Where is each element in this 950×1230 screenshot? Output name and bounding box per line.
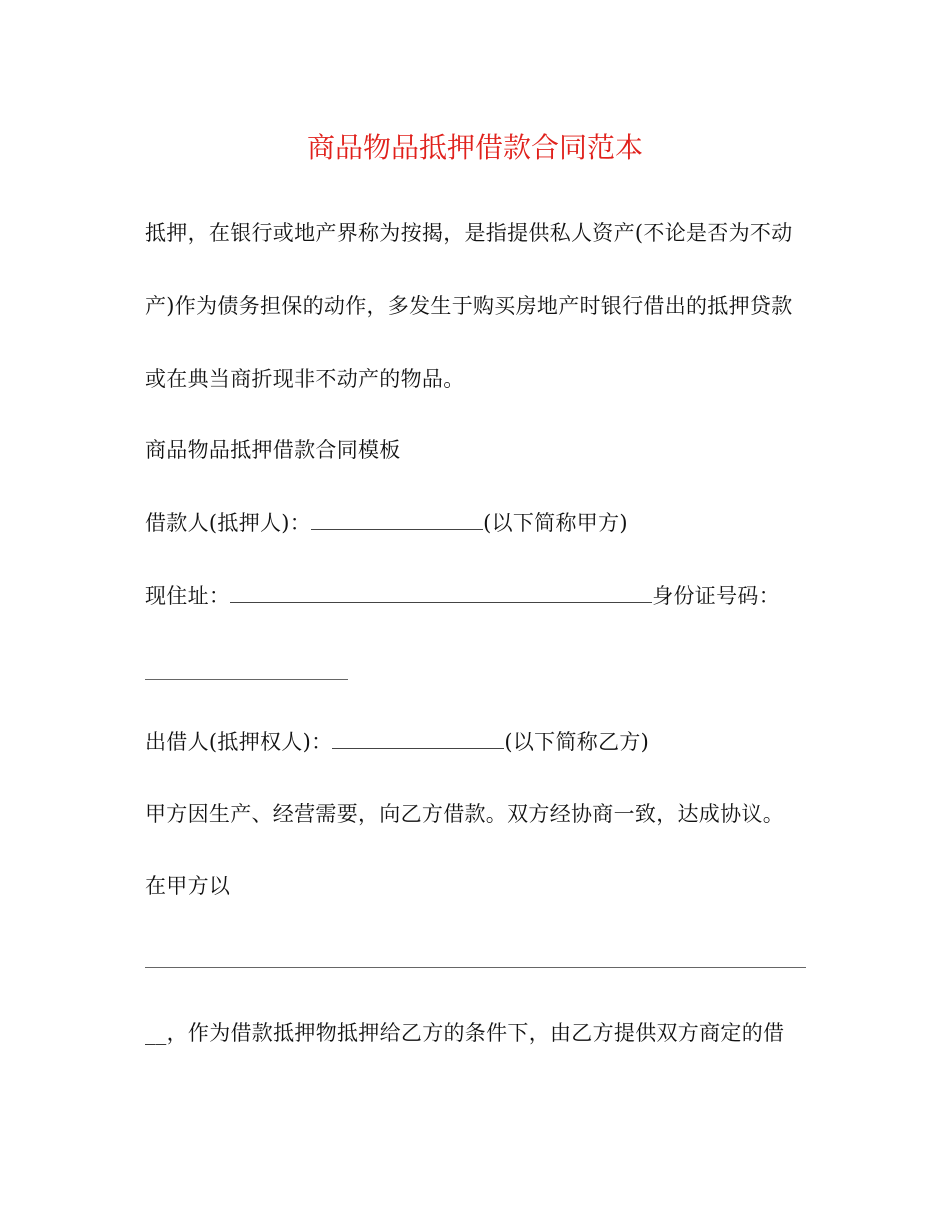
intro-line-1: 抵押，在银行或地产界称为按揭，是指提供私人资产(不论是否为不动 [145, 221, 793, 245]
template-heading: 商品物品抵押借款合同模板 [145, 438, 401, 462]
address-blank[interactable] [230, 581, 652, 603]
id-number-label: 身份证号码： [652, 584, 781, 608]
lender-name-blank[interactable] [332, 727, 504, 749]
borrower-row [145, 508, 628, 538]
collateral-text: ，作为借款抵押物抵押给乙方的条件下，由乙方提供双方商定的借 [166, 1021, 785, 1045]
id-number-blank[interactable] [145, 679, 348, 680]
collateral-row [145, 1018, 784, 1048]
address-label: 现住址： [145, 584, 231, 608]
lender-label: 出借人(抵押权人)： [145, 730, 333, 754]
lender-suffix: (以下简称乙方) [504, 730, 650, 754]
address-row [145, 581, 780, 611]
collateral-blank[interactable] [145, 967, 806, 968]
intro-line-2: 产)作为债务担保的动作，多发生于购买房地产时银行借出的抵押贷款 [145, 294, 793, 318]
collateral-prefix: 在甲方以 [145, 874, 231, 898]
intro-line-3: 或在典当商折现非不动产的物品。 [145, 367, 465, 391]
lender-row [145, 727, 649, 757]
agreement-line: 甲方因生产、经营需要，向乙方借款。双方经协商一致，达成协议。 [145, 802, 784, 826]
borrower-suffix: (以下简称甲方) [483, 511, 628, 535]
borrower-label: 借款人(抵押人)： [145, 511, 312, 535]
borrower-name-blank[interactable] [311, 508, 483, 530]
collateral-blank-end[interactable]: __ [145, 1021, 167, 1045]
page-title: 商品物品抵押借款合同范本 [306, 131, 643, 164]
